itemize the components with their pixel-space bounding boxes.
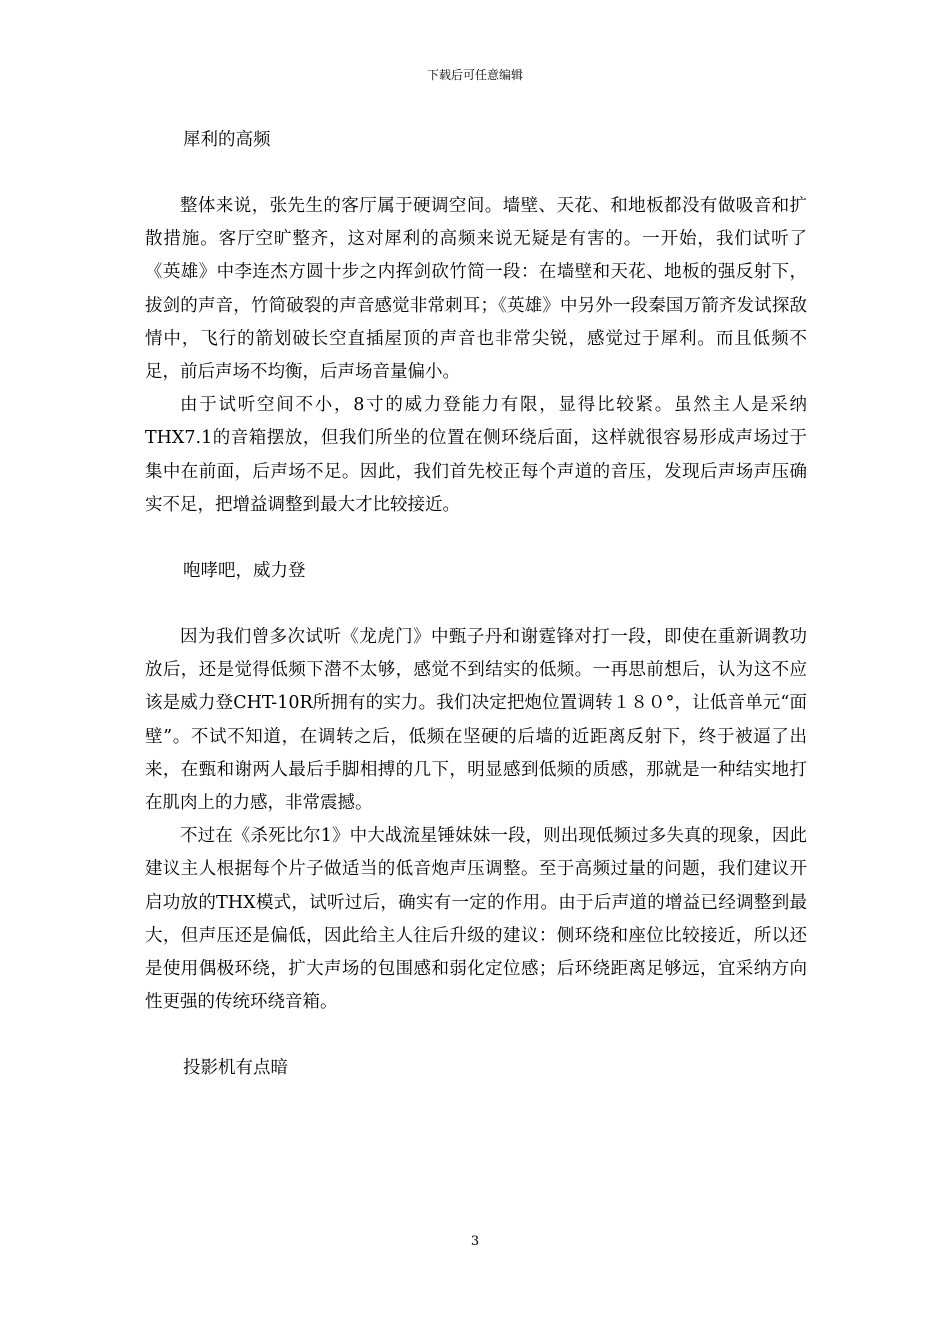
blank-line [145,157,807,190]
section-heading: 咆哮吧，威力登 [183,561,306,582]
document-body [145,124,807,1085]
body-paragraph: 由于试听空间不小，8寸的威力登能力有限，显得比较紧。虽然主人是采纳THX7.1的音箱摆放，但我们所坐的位置在侧环绕后面，这样就很容易形成声场过于集中在前面，后声场不足。因此，我们首先校正每个声道的音压，发现后声场声压确实不足，把增益调整到最大才比较接近。 [145,395,807,515]
blank-line [145,522,807,555]
page-number: 3 [470,1234,480,1249]
blank-line [145,1019,807,1052]
body-paragraph: 不过在《杀死比尔1》中大战流星锤妹妹一段，则出现低频过多失真的现象，因此建议主人根据每个片子做适当的低音炮声压调整。至于高频过量的问题，我们建议开启功放的THX模式，试听过后，确实有一定的作用。由于后声道的增益已经调整到最大，但声压还是偏低，因此给主人往后升级的建议：侧环绕和座位比较接近，所以还是使用偶极环绕，扩大声场的包围感和弱化定位感；后环绕距离足够远，宜采纳方向性更强的传统环绕音箱。 [145,826,807,1013]
body-paragraph: 整体来说，张先生的客厅属于硬调空间。墙壁、天花、和地板都没有做吸音和扩散措施。客厅空旷整齐，这对犀利的高频来说无疑是有害的。一开始，我们试听了《英雄》中李连杰方圆十步之内挥剑砍竹简一段：在墙壁和天花、地板的强反射下，拔剑的声音，竹简破裂的声音感觉非常刺耳；《英雄》中另外一段秦国万箭齐发试探敌情中，飞行的箭划破长空直插屋顶的声音也非常尖锐，感觉过于犀利。而且低频不足，前后声场不均衡，后声场音量偏小。 [145,196,807,383]
section-heading: 犀利的高频 [183,130,271,150]
body-paragraph: 因为我们曾多次试听《龙虎门》中甄子丹和谢霆锋对打一段，即使在重新调教功放后，还是觉得低频下潜不太够，感觉不到结实的低频。一再思前想后，认为这不应该是威力登CHT-10R所拥有的实力。我们决定把炮位置调转１８０°，让低音单元“面壁”。不试不知道，在调转之后，低频在坚硬的后墙的近距离反射下，终于被逼了出来，在甄和谢两人最后手脚相搏的几下，明显感到低频的质感，那就是一种结实地打在肌肉上的力感，非常震撼。 [145,627,807,814]
section-heading: 投影机有点暗 [183,1058,288,1079]
blank-line [145,588,807,621]
page-header: 下载后可任意编辑 [426,68,523,82]
